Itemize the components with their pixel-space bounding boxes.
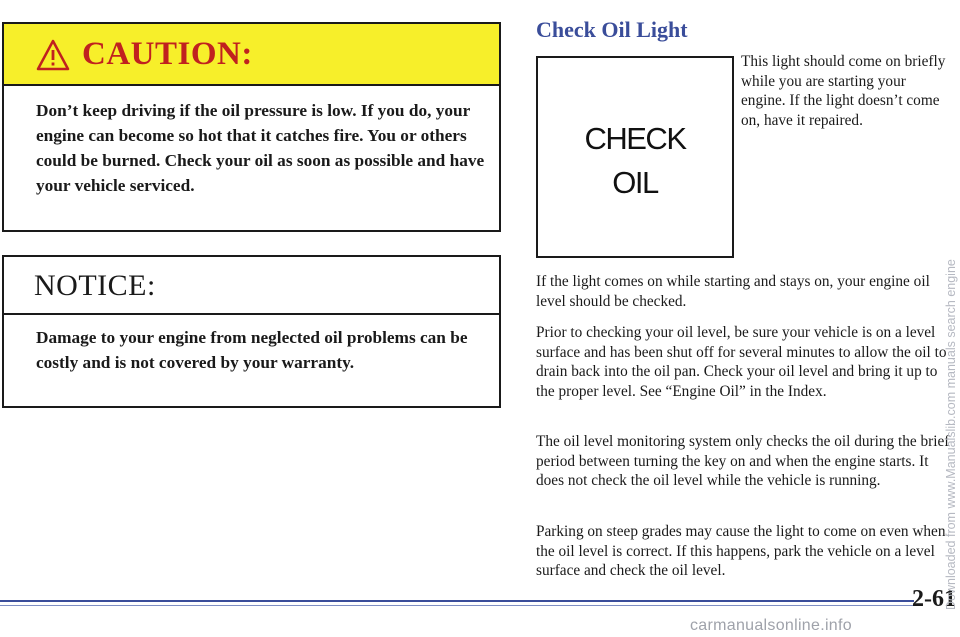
check-oil-light-symbol	[536, 56, 734, 258]
warning-triangle-icon	[36, 39, 70, 71]
caution-header	[4, 24, 499, 86]
footer-rule	[0, 600, 914, 602]
body-paragraph: The oil level monitoring system only checks the oil during the brief period between turning the key on and when the engine starts. It does not check the oil level while the vehicle is running.	[536, 433, 950, 489]
notice-box	[2, 255, 501, 408]
body-paragraph: Prior to checking your oil level, be sure your vehicle is on a level surface and has been shut off for several minutes to allow the oil to drain back into the oil pan. Check your oil level and bring it up to the proper level. See “Engine Oil” in the Index.	[536, 324, 947, 400]
section-title: Check Oil Light	[536, 17, 688, 42]
caution-text: Don’t keep driving if the oil pressure is low. If you do, your engine can become so hot that it catches fire. You or others could be burned. Check your oil as soon as possible and have your vehicle serviced.	[36, 101, 485, 195]
body-paragraph: If the light comes on while starting and stays on, your engine oil level should be checked.	[536, 273, 930, 310]
intro-paragraph: This light should come on briefly while you are starting your engine. If the light doesn’t come on, have it repaired.	[741, 53, 946, 129]
notice-header	[4, 257, 499, 315]
footer-rule	[0, 605, 914, 606]
download-watermark: Downloaded from www.Manualslib.com manuals search engine	[944, 259, 958, 610]
notice-text: Damage to your engine from neglected oil problems can be costly and is not covered by your warranty.	[36, 328, 468, 372]
page-number: 2-61	[912, 586, 956, 612]
site-credit: carmanualsonline.info	[690, 617, 852, 634]
lamp-text-check: CHECK	[584, 121, 686, 156]
caution-box	[2, 22, 501, 232]
notice-title: NOTICE:	[34, 269, 156, 302]
caution-title: CAUTION:	[82, 36, 253, 72]
lamp-text-oil: OIL	[612, 165, 658, 200]
body-paragraph: Parking on steep grades may cause the light to come on even when the oil level is correct. If this happens, park the vehicle on a level surface and check the oil level.	[536, 523, 946, 579]
